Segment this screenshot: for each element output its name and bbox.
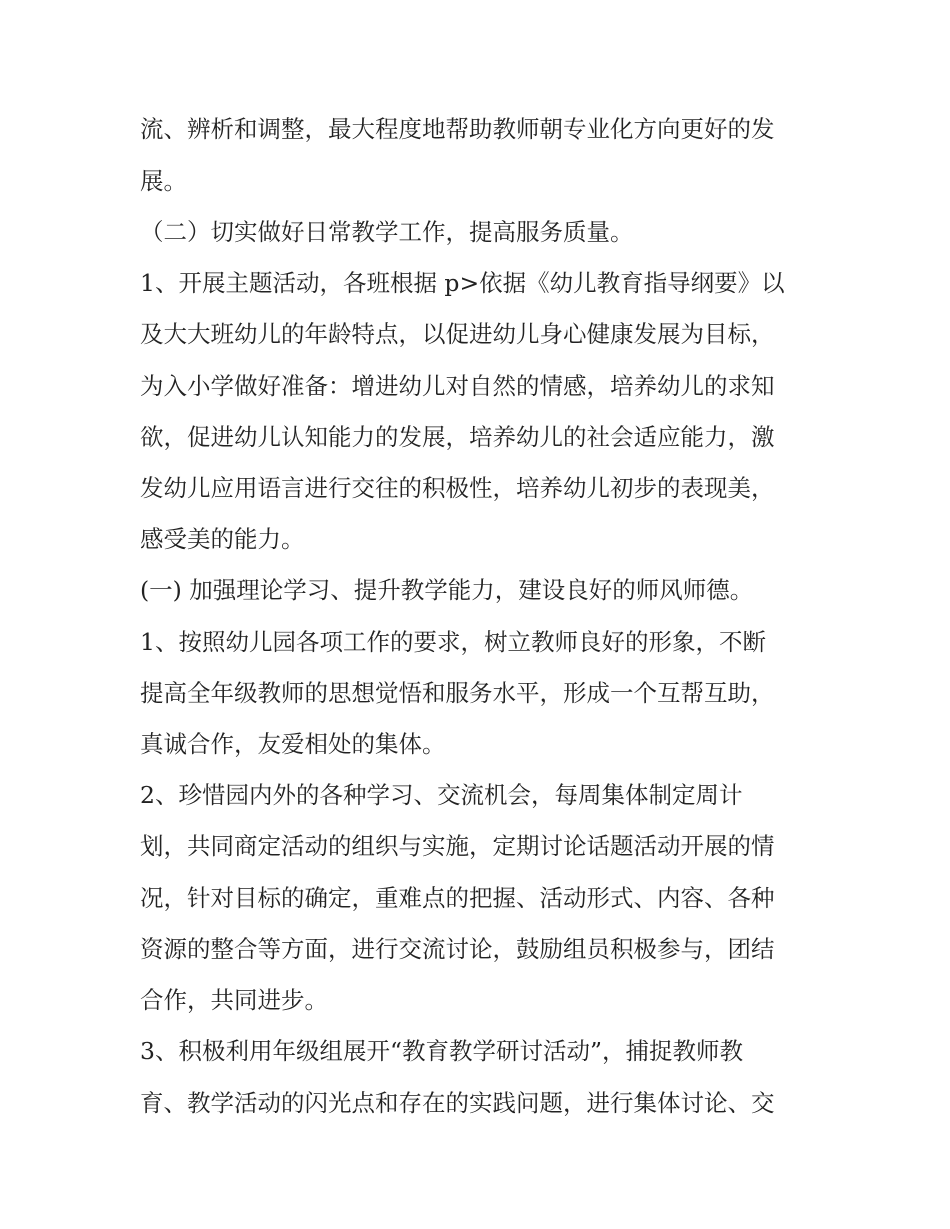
text-line: 资源的整合等方面，进行交流讨论，鼓励组员积极参与，团结: [140, 935, 775, 963]
text-line: 合作，共同进步。: [140, 986, 328, 1014]
section-heading: （二）切实做好日常教学工作，提高服务质量。: [140, 218, 634, 246]
text-line: 2、珍惜园内外的各种学习、交流机会，每周集体制定周计: [140, 781, 743, 809]
text-line: 3、积极利用年级组展开“教育教学研讨活动”，捕捉教师教: [140, 1037, 743, 1065]
text-line: 况，针对目标的确定，重难点的把握、活动形式、内容、各种: [140, 884, 775, 912]
text-line: 育、教学活动的闪光点和存在的实践问题，进行集体讨论、交: [140, 1089, 775, 1117]
text-line: 及大大班幼儿的年龄特点，以促进幼儿身心健康发展为目标，: [140, 320, 775, 348]
section-heading: (一) 加强理论学习、提升教学能力，建设良好的师风师德。: [140, 576, 754, 604]
text-line: 发幼儿应用语言进行交往的积极性，培养幼儿初步的表现美，: [140, 474, 775, 502]
text-line: 流、辨析和调整，最大程度地帮助教师朝专业化方向更好的发: [140, 115, 775, 143]
text-line: 提高全年级教师的思想觉悟和服务水平，形成一个互帮互助，: [140, 679, 775, 707]
text-line: 感受美的能力。: [140, 525, 305, 553]
text-line: 划，共同商定活动的组织与实施，定期讨论话题活动开展的情: [140, 832, 775, 860]
text-line: 欲，促进幼儿认知能力的发展，培养幼儿的社会适应能力，激: [140, 423, 775, 451]
text-line: 为入小学做好准备：增进幼儿对自然的情感，培养幼儿的求知: [140, 372, 775, 400]
text-line: 展。: [140, 167, 187, 195]
text-line: 1、开展主题活动，各班根据 p>依据《幼儿教育指导纲要》以: [140, 269, 785, 297]
text-line: 真诚合作，友爱相处的集体。: [140, 730, 446, 758]
text-line: 1、按照幼儿园各项工作的要求，树立教师良好的形象，不断: [140, 628, 766, 656]
